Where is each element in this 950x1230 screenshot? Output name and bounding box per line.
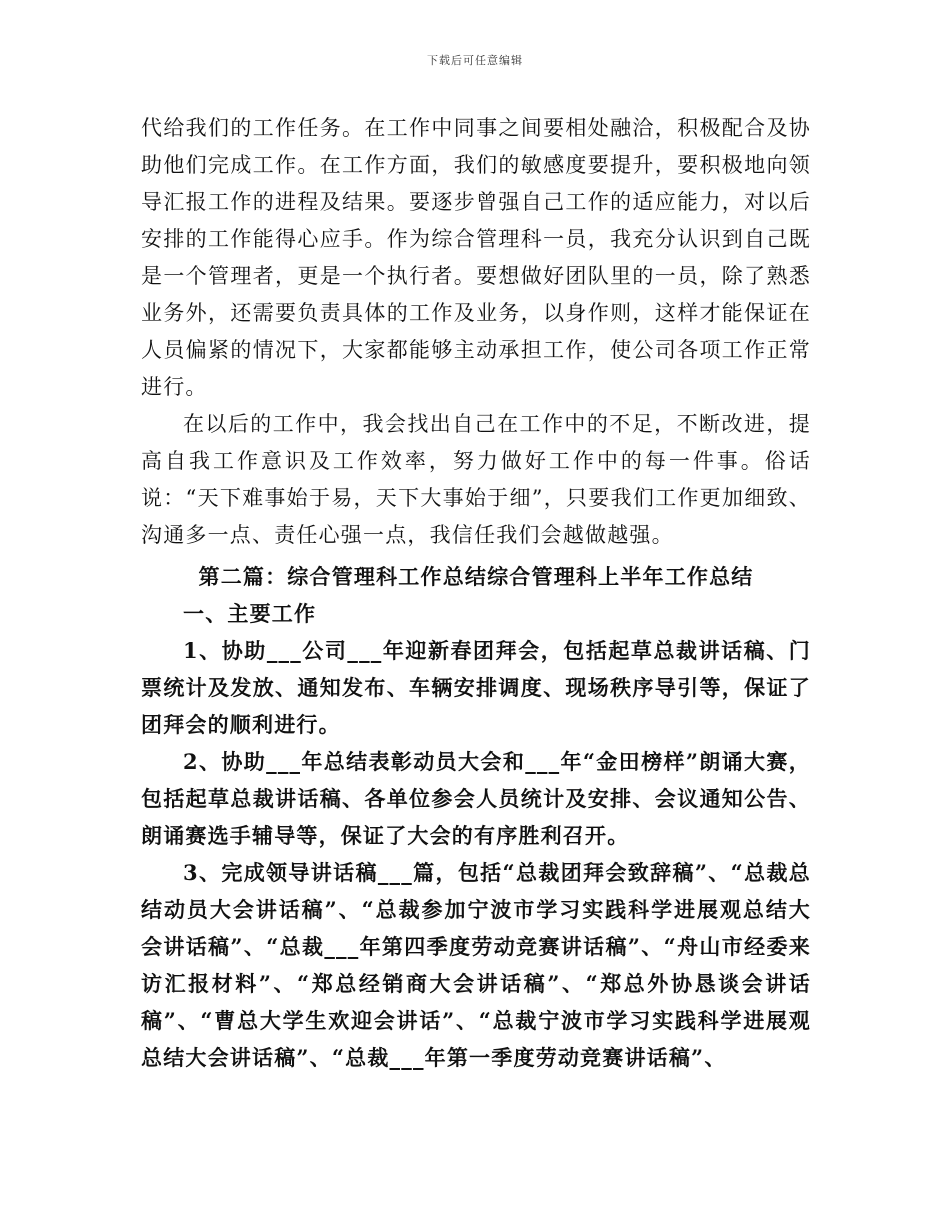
section-title: 第二篇：综合管理科工作总结综合管理科上半年工作总结	[198, 564, 754, 589]
work-item-2: 2、协助___年总结表彰动员大会和___年“金田榜样”朗诵大赛，包括起草总裁讲话稿、各单位参会人员统计及安排、会议通知公告、朗诵赛选手辅导等，保证了大会的有序胜利召开。	[141, 749, 811, 848]
page-header: 下载后可任意编辑	[427, 54, 523, 67]
subsection-heading: 一、主要工作	[183, 601, 317, 626]
work-item-3: 3、完成领导讲话稿___篇，包括“总裁团拜会致辞稿”、“总裁总结动员大会讲话稿”、“总裁参加宁波市学习实践科学进展观总结大会讲话稿”、“总裁___年第四季度劳动竞赛讲话稿”、“舟山市经委来访汇报材料”、“郑总经销商大会讲话稿”、“郑总外协恳谈会讲话稿”、“曹总大学生欢迎会讲话”、“总裁宁波市学习实践科学进展观总结大会讲话稿”、“总裁___年第一季度劳动竞赛讲话稿”、	[141, 860, 811, 1070]
paragraph-closing: 在以后的工作中，我会找出自己在工作中的不足，不断改进，提高自我工作意识及工作效率，努力做好工作中的每一件事。俗话说：“天下难事始于易，天下大事始于细”，只要我们工作更加细致、沟通多一点、责任心强一点，我信任我们会越做越强。	[141, 412, 811, 547]
paragraph-continuation: 代给我们的工作任务。在工作中同事之间要相处融洽，积极配合及协助他们完成工作。在工作方面，我们的敏感度要提升，要积极地向领导汇报工作的进程及结果。要逐步曾强自己工作的适应能力，对以后安排的工作能得心应手。作为综合管理科一员，我充分认识到自己既是一个管理者，更是一个执行者。要想做好团队里的一员，除了熟悉业务外，还需要负责具体的工作及业务，以身作则，这样才能保证在人员偏紧的情况下，大家都能够主动承担工作，使公司各项工作正常进行。	[141, 116, 811, 399]
document-body	[141, 110, 811, 1076]
work-item-1: 1、协助___公司___年迎新春团拜会，包括起草总裁讲话稿、门票统计及发放、通知发布、车辆安排调度、现场秩序导引等，保证了团拜会的顺利进行。	[141, 638, 811, 737]
